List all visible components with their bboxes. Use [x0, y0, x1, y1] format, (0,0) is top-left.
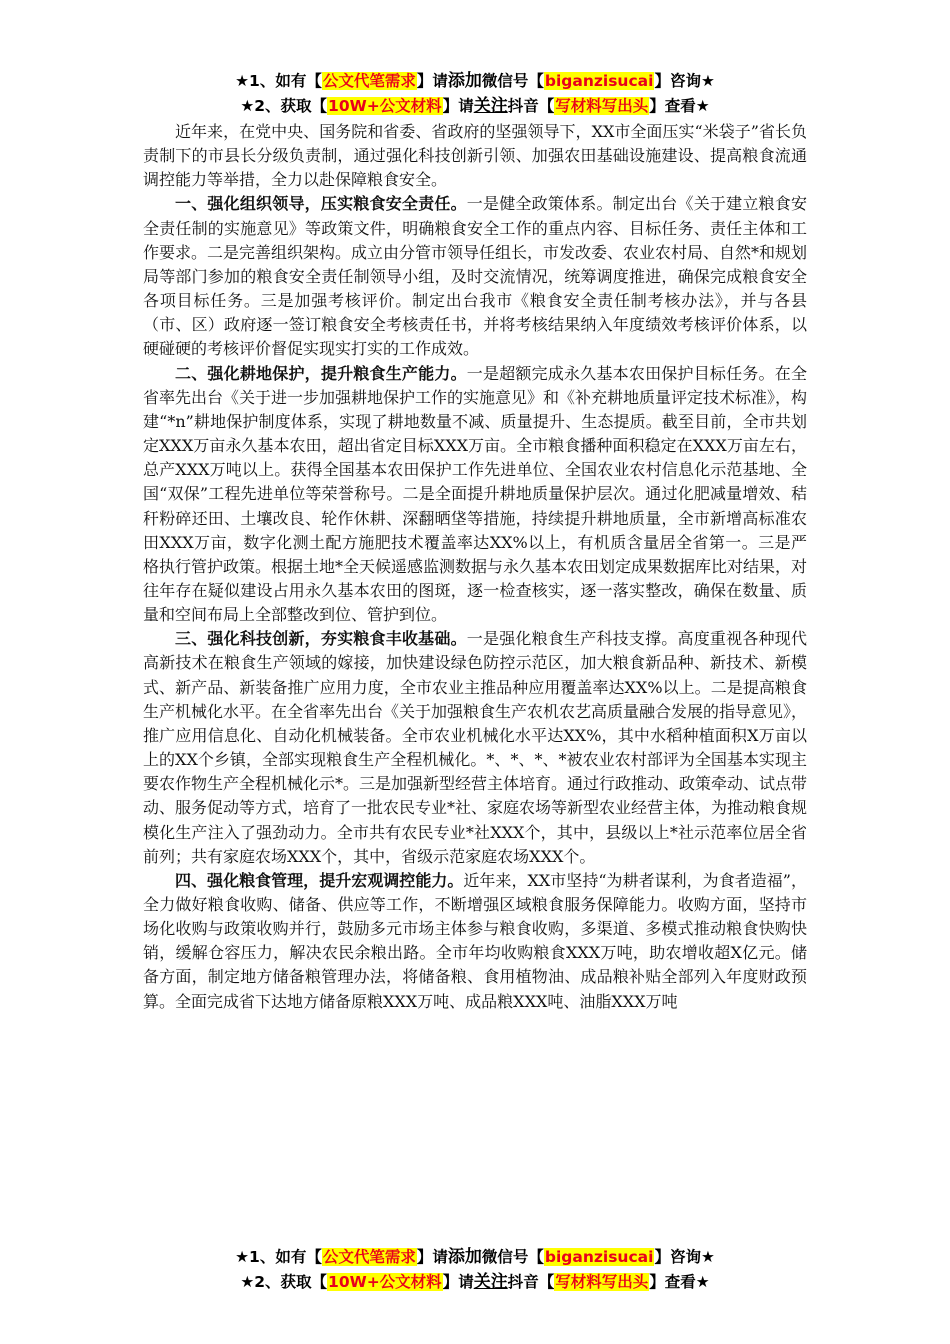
paragraph-heading: 一、强化组织领导，压实粮食安全责任。 [175, 194, 467, 214]
paragraph-section-4 [143, 869, 807, 1014]
banner-highlight: biganzisucai [544, 1248, 654, 1266]
banner-text: 微信号【 [481, 72, 544, 90]
paragraph-text: 近年来，在党中央、国务院和省委、省政府的坚强领导下，XX市全面压实“米袋子”省长负责制下的市县长分级负责制，通过强化科技创新引领、加强农田基础设施建设、提高粮食流通调控能力等举措，全力以赴保障粮食安全。 [143, 122, 807, 190]
banner-highlight: 公文代笔需求 [322, 1248, 416, 1266]
banner-emphasis: 关注 [473, 96, 508, 116]
document-body [143, 120, 807, 1014]
paragraph-text: 一是健全政策体系。制定出台《关于建立粮食安全责任制的实施意见》等政策文件，明确粮食安全工作的重点内容、目标任务、责任主体和工作要求。二是完善组织架构。成立由分管市领导任组长，市发改委、农业农村局、自然*和规划局等部门参加的粮食安全责任制领导小组，及时交流情况，统筹调度推进，确保完成粮食安全各项目标任务。三是加强考核评价。制定出台我市《粮食安全责任制考核办法》，并与各县（市、区）政府逐一签订粮食安全考核责任书，并将考核结果纳入年度绩效考核评价体系，以硬碰硬的考核评价督促实现实打实的工作成效。 [143, 194, 808, 359]
promo-banner-footer-line-1 [0, 1246, 950, 1268]
banner-text: 】请 [442, 97, 474, 115]
promo-banner-line-2 [0, 95, 950, 117]
banner-emphasis: 关注 [473, 1272, 508, 1292]
paragraph-section-2 [143, 362, 807, 628]
paragraph-intro [143, 120, 807, 192]
paragraph-heading: 三、强化科技创新，夯实粮食丰收基础。 [175, 629, 467, 649]
paragraph-heading: 四、强化粮食管理，提升宏观调控能力。 [175, 870, 464, 890]
banner-text: 】请 [416, 1248, 448, 1266]
banner-highlight: 写材料写出头 [555, 1273, 649, 1291]
banner-text: 抖音【 [507, 1273, 555, 1291]
banner-text: 】查看★ [649, 1273, 710, 1291]
banner-text: ★1、如有【 [235, 72, 322, 90]
paragraph-text: 近年来，XX市坚持“为耕者谋利，为食者造福”，全力做好粮食收购、储备、供应等工作，不断增强区域粮食服务保障能力。收购方面，坚持市场化收购与政策收购并行，鼓励多元市场主体参与粮食收购，多渠道、多模式推动粮食快购快销，缓解仓容压力，解决农民余粮出路。全市年均收购粮食XXX万吨，助农增收超X亿元。储备方面，制定地方储备粮管理办法，将储备粮、食用植物油、成品粮补贴全部列入年度财政预算。全面完成省下达地方储备原粮XXX万吨、成品粮XXX吨、油脂XXX万吨 [143, 870, 807, 1011]
banner-text: 抖音【 [507, 97, 555, 115]
banner-highlight: 公文代笔需求 [322, 72, 416, 90]
banner-text: 】请 [442, 1273, 474, 1291]
promo-banner-line-1 [0, 70, 950, 92]
paragraph-section-3 [143, 627, 807, 869]
banner-emphasis: 添加 [447, 71, 482, 91]
paragraph-text: 一是强化粮食生产科技支撑。高度重视各种现代高新技术在粮食生产领域的嫁接，加快建设绿色防控示范区，加大粮食新品种、新技术、新模式、新产品、新装备推广应用力度，全市农业主推品种应用覆盖率达XX%以上。二是提高粮食生产机械化水平。在全省率先出台《关于加强粮食生产农机农艺高质量融合发展的指导意见》，推广应用信息化、自动化机械装备。全市农业机械化水平达XX%，其中水稻种植面积X万亩以上的XX个乡镇，全部实现粮食生产全程机械化。*、*、*、*被农业农村部评为全国基本实现主要农作物生产全程机械化示*。三是加强新型经营主体培育。通过行政推动、政策牵动、试点带动、服务促动等方式，培育了一批农民专业*社、家庭农场等新型农业经营主体，为推动粮食规模化生产注入了强劲动力。全市共有农民专业*社XXX个，其中，县级以上*社示范率位居全省前列；共有家庭农场XXX个，其中，省级示范家庭农场XXX个。 [143, 629, 808, 866]
banner-text: ★2、获取【 [240, 97, 328, 115]
banner-highlight: 10W+公文材料 [328, 1273, 442, 1291]
banner-highlight: biganzisucai [544, 72, 654, 90]
banner-text: 】请 [416, 72, 448, 90]
banner-text: 】咨询★ [654, 72, 715, 90]
banner-emphasis: 添加 [447, 1247, 482, 1267]
paragraph-text: 一是超额完成永久基本农田保护目标任务。在全省率先出台《关于进一步加强耕地保护工作的实施意见》和《补充耕地质量评定技术标准》，构建“*n”耕地保护制度体系，实现了耕地数量不减、质量提升、生态提质。截至目前，全市共划定XXX万亩永久基本农田，超出省定目标XXX万亩。全市粮食播种面积稳定在XXX万亩左右，总产XXX万吨以上。获得全国基本农田保护工作先进单位、全国农业农村信息化示范基地、全国“双保”工程先进单位等荣誉称号。二是全面提升耕地质量保护层次。通过化肥减量增效、秸秆粉碎还田、土壤改良、轮作休耕、深翻晒垡等措施，持续提升耕地质量，全市新增高标准农田XXX万亩，数字化测土配方施肥技术覆盖率达XX%以上，有机质含量居全省第一。三是严格执行管护政策。根据土地*全天候遥感监测数据与永久基本农田划定成果数据库比对结果，对往年存在疑似建设占用永久基本农田的图斑，逐一检查核实，逐一落实整改，确保在数量、质量和空间布局上全部整改到位、管护到位。 [143, 363, 808, 625]
banner-text: ★2、获取【 [240, 1273, 328, 1291]
banner-text: ★1、如有【 [235, 1248, 322, 1266]
banner-text: 微信号【 [481, 1248, 544, 1266]
paragraph-heading: 二、强化耕地保护，提升粮食生产能力。 [175, 363, 467, 383]
promo-banner-footer-line-2 [0, 1271, 950, 1293]
banner-highlight: 写材料写出头 [555, 97, 649, 115]
banner-text: 】咨询★ [654, 1248, 715, 1266]
banner-highlight: 10W+公文材料 [328, 97, 442, 115]
paragraph-section-1 [143, 192, 807, 361]
banner-text: 】查看★ [649, 97, 710, 115]
